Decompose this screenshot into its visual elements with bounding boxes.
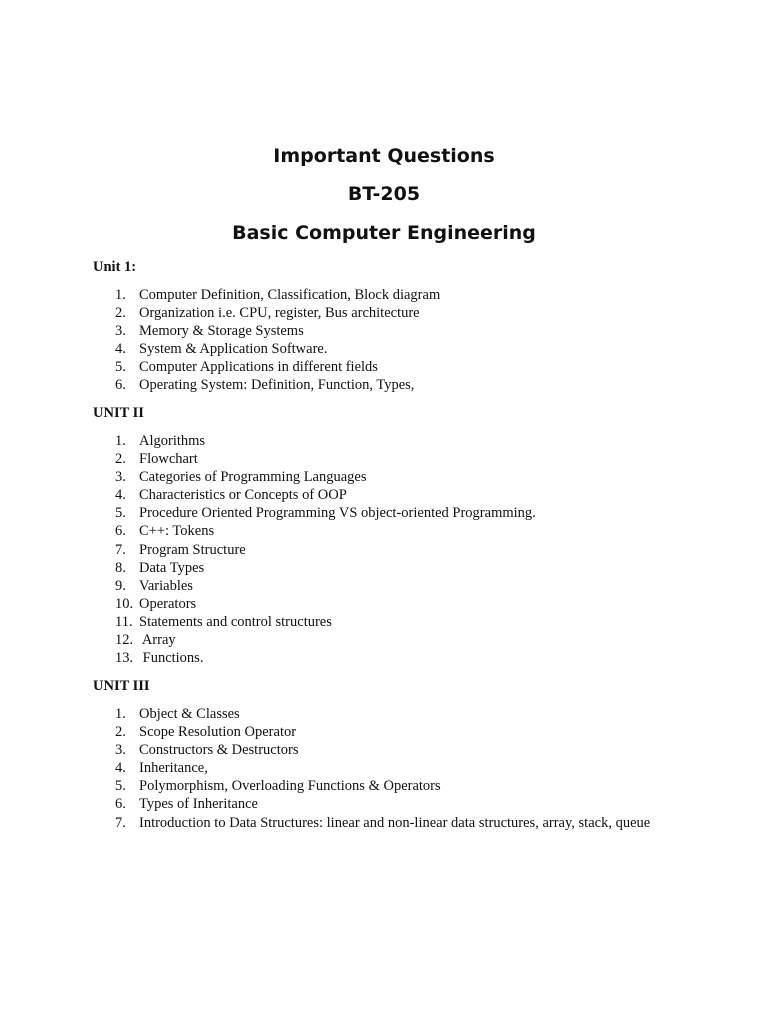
list-item — [93, 631, 733, 649]
item-text: Introduction to Data Structures: linear and non-linear data structures, array, stack, queue — [139, 814, 651, 831]
item-text: Polymorphism, Overloading Functions & Operators — [139, 778, 441, 795]
item-text: Operating System: Definition, Function, Types, — [139, 377, 415, 394]
item-text: Constructors & Destructors — [139, 742, 299, 759]
list-item — [93, 486, 733, 504]
item-text: Characteristics or Concepts of OOP — [139, 487, 347, 504]
list-item — [93, 705, 733, 723]
question-list — [93, 432, 733, 667]
item-text: Computer Definition, Classification, Block diagram — [139, 287, 441, 303]
list-item — [93, 723, 733, 741]
list-item — [93, 595, 733, 613]
document-title: Important Questions — [273, 145, 495, 167]
list-item — [93, 795, 733, 813]
item-text: System & Application Software. — [139, 341, 328, 358]
list-item — [93, 450, 733, 468]
item-number: 10. — [115, 595, 134, 612]
item-number: 1. — [115, 706, 126, 722]
list-item — [93, 613, 733, 631]
item-text: Array — [139, 632, 176, 649]
unit-1-section — [93, 258, 733, 395]
item-text: Flowchart — [139, 451, 198, 468]
list-item — [93, 376, 733, 394]
item-text: Object & Classes — [139, 706, 240, 722]
item-number: 4. — [115, 760, 126, 777]
item-text: Inheritance, — [139, 760, 208, 777]
list-item — [93, 814, 733, 832]
item-number: 5. — [115, 505, 126, 522]
item-text: Categories of Programming Languages — [139, 469, 367, 486]
list-item — [93, 741, 733, 759]
item-text: Variables — [139, 577, 193, 594]
list-item — [93, 340, 733, 358]
item-number: 1. — [115, 433, 126, 449]
item-number: 3. — [115, 469, 126, 486]
item-number: 2. — [115, 451, 126, 468]
item-number: 7. — [115, 814, 126, 831]
item-text: Program Structure — [139, 541, 246, 558]
item-number: 6. — [115, 523, 126, 540]
item-text: Types of Inheritance — [139, 796, 258, 813]
unit-heading: Unit 1: — [93, 259, 137, 275]
list-item — [93, 522, 733, 540]
list-item — [93, 322, 733, 340]
list-item — [93, 504, 733, 522]
item-text: Scope Resolution Operator — [139, 724, 297, 741]
item-number: 2. — [115, 724, 126, 741]
item-number: 3. — [115, 323, 126, 340]
list-item — [93, 559, 733, 577]
question-list — [93, 705, 733, 832]
item-text: Functions. — [139, 650, 204, 667]
list-item — [93, 286, 733, 304]
item-text: Memory & Storage Systems — [139, 323, 304, 340]
course-code: BT-205 — [347, 183, 421, 205]
item-number: 7. — [115, 541, 126, 558]
list-item — [93, 468, 733, 486]
item-number: 6. — [115, 377, 126, 394]
item-number: 13. — [115, 650, 134, 667]
list-item — [93, 759, 733, 777]
item-number: 5. — [115, 778, 126, 795]
item-text: Statements and control structures — [139, 613, 332, 630]
unit-3-section — [93, 677, 733, 832]
list-item — [93, 358, 733, 376]
list-item — [93, 777, 733, 795]
item-number: 9. — [115, 577, 126, 594]
unit-heading: UNIT III — [93, 678, 150, 694]
unit-2-section — [93, 404, 733, 667]
item-text: Operators — [139, 595, 197, 612]
item-number: 11. — [115, 613, 133, 630]
item-text: Algorithms — [139, 433, 206, 449]
item-number: 4. — [115, 487, 126, 504]
item-number: 5. — [115, 359, 126, 376]
item-text: Procedure Oriented Programming VS object-oriented Programming. — [139, 505, 536, 522]
item-number: 1. — [115, 287, 126, 303]
item-text: Computer Applications in different fields — [139, 359, 378, 376]
question-list — [93, 286, 733, 395]
item-number: 6. — [115, 796, 126, 813]
item-text: Organization i.e. CPU, register, Bus architecture — [139, 305, 420, 322]
item-number: 4. — [115, 341, 126, 358]
item-number: 8. — [115, 559, 126, 576]
list-item — [93, 432, 733, 450]
list-item — [93, 304, 733, 322]
list-item — [93, 577, 733, 595]
unit-heading: UNIT II — [93, 405, 144, 421]
item-number: 2. — [115, 305, 126, 322]
list-item — [93, 649, 733, 667]
item-number: 12. — [115, 632, 134, 649]
course-subject: Basic Computer Engineering — [232, 222, 536, 244]
item-text: Data Types — [139, 559, 205, 576]
list-item — [93, 541, 733, 559]
item-text: C++: Tokens — [139, 523, 215, 540]
item-number: 3. — [115, 742, 126, 759]
